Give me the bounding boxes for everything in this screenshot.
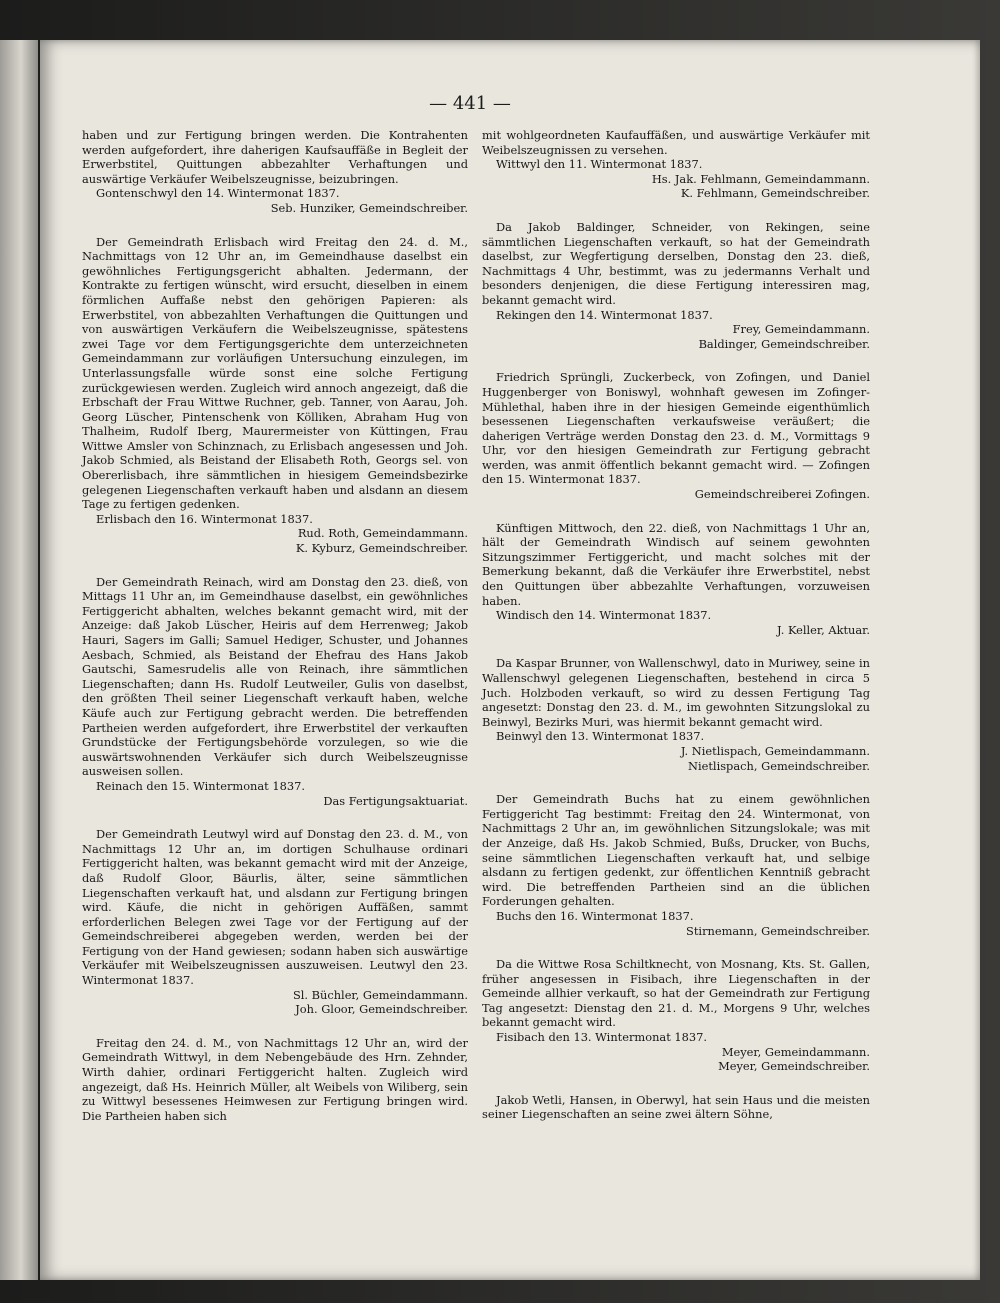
notice bbox=[482, 521, 870, 638]
notice bbox=[82, 235, 468, 556]
notice bbox=[482, 370, 870, 501]
notice-place-date: Wittwyl den 11. Wintermonat 1837. bbox=[496, 157, 703, 172]
notice-signature: Seb. Hunziker, Gemeindschreiber. bbox=[270, 200, 468, 215]
notice-signature: Nietlispach, Gemeindschreiber. bbox=[688, 758, 870, 773]
notice bbox=[482, 792, 870, 938]
notice-text: Der Gemeindrath Buchs hat zu einem gewöhnlichen Fertiggericht Tag bestimmt: Freitag den 24. Wintermonat, von Nachmittags 2 Uhr an, im gewöhnlichen Sitzungslokale; was mit der Anzeige, daß Hs. Jakob Schmied, Bußs, Drucker, von Buchs, seine sämmtlichen Liegenschaften verkauft hat, und selbige alsdann zu fertigen gedenkt, zur öffentlichen Kenntniß gebracht wird. Die betreffenden Partheien sind an die üblichen Forderungen gehalten. bbox=[482, 792, 870, 909]
notice-text: Freitag den 24. d. M., von Nachmittags 12 Uhr an, wird der Gemeindrath Wittwyl, in dem Nebengebäude des Hrn. Zehnder, Wirth dahier, ordinari Fertiggericht halten. Zugleich wird angezeigt, daß Hs. Heinrich Müller, alt Weibels von Wiliberg, sein zu Wittwyl besessenes Heimwesen zur Fertigung bringen wird. Die Partheien haben sich bbox=[82, 1035, 468, 1123]
notice-text: Künftigen Mittwoch, den 22. dieß, von Nachmittags 1 Uhr an, hält der Gemeindrath Windisch auf seinem gewohnten Sitzungszimmer Fertiggericht, und macht solches mit der Bemerkung bekannt, daß die Verkäufer ihre Erwerbstitel, nebst den Quittungen über abbezahlte Verhaftungen, vorzuweisen haben. bbox=[482, 520, 870, 608]
notice-signature: Rud. Roth, Gemeindammann. bbox=[297, 526, 468, 541]
notice bbox=[482, 128, 870, 201]
notice-place-date: Erlisbach den 16. Wintermonat 1837. bbox=[96, 511, 313, 526]
notice bbox=[482, 957, 870, 1074]
left-column bbox=[82, 128, 468, 1142]
notice bbox=[82, 575, 468, 809]
notice-place-date: Beinwyl den 13. Wintermonat 1837. bbox=[496, 729, 705, 744]
notice-place-date: Windisch den 14. Wintermonat 1837. bbox=[496, 608, 712, 623]
notice bbox=[82, 827, 468, 1017]
notice-signature: Baldinger, Gemeindschreiber. bbox=[698, 336, 870, 351]
notice-signature: Hs. Jak. Fehlmann, Gemeindammann. bbox=[651, 171, 870, 186]
notice-signature: Das Fertigungsaktuariat. bbox=[323, 793, 468, 808]
notice-text: haben und zur Fertigung bringen werden. Die Kontrahenten werden aufgefordert, ihre daherigen Kaufsauffäße in Begleit der Erwerbstitel, Quittungen abbezahlter Verhaftungen und auswärtige Verkäufer Weibelszeugnisse, beizubringen. bbox=[82, 128, 468, 186]
notice-text: Da Jakob Baldinger, Schneider, von Rekingen, seine sämmtlichen Liegenschaften verkauft, so hat der Gemeindrath daselbst, zur Wegfertigung derselben, Donstag den 23. dieß, Nachmittags 4 Uhr, bestimmt, was zu jedermanns Verhalt und besonders denjenigen, die diese Fertigung interessiren mag, bekannt gemacht wird. bbox=[482, 219, 870, 307]
notice bbox=[82, 128, 468, 216]
notice-text: Da die Wittwe Rosa Schiltknecht, von Mosnang, Kts. St. Gallen, früher angesessen in Fisibach, ihre Liegenschaften in der Gemeinde allhier verkauft, so hat der Gemeindrath zur Fertigung Tag angesetzt: Dienstag den 21. d. M., Morgens 9 Uhr, welches bekannt gemacht wird. bbox=[482, 957, 870, 1030]
notice bbox=[482, 220, 870, 351]
notice-signature: J. Keller, Aktuar. bbox=[777, 622, 870, 637]
notice bbox=[82, 1036, 468, 1124]
notice-signature: Frey, Gemeindammann. bbox=[732, 322, 870, 337]
notice-signature: Meyer, Gemeindschreiber. bbox=[718, 1059, 870, 1074]
notice-signature: Meyer, Gemeindammann. bbox=[721, 1044, 870, 1059]
notice-text: Friedrich Sprüngli, Zuckerbeck, von Zofingen, und Daniel Huggenberger von Boniswyl, wohnhaft gewesen im Zofinger-Mühlethal, haben ihre in der hiesigen Gemeinde eigenthümlich besessenen Liegenschaften verkaufsweise veräußert; die daherigen Verträge werden Donstag den 23. d. M., Vormittags 9 Uhr, vor den hiesigen Gemeindrath zur Fertigung gebracht werden, was anmit öffentlich bekannt gemacht wird. — Zofingen den 15. Wintermonat 1837. bbox=[482, 370, 870, 487]
notice-signature: Joh. Gloor, Gemeindschreiber. bbox=[295, 1002, 468, 1017]
notice-signature: Sl. Büchler, Gemeindammann. bbox=[292, 987, 468, 1002]
notice-place-date: Gontenschwyl den 14. Wintermonat 1837. bbox=[96, 186, 340, 201]
notice-signature: Gemeindschreiberei Zofingen. bbox=[694, 487, 870, 502]
notice-text: Da Kaspar Brunner, von Wallenschwyl, dato in Muriwey, seine in Wallenschwyl gelegenen Liegenschaften, bestehend in circa 5 Juch. Holzboden verkauft, so wird zu dessen Fertigung Tag angesetzt: Donstag den 23. d. M., im gewohnten Sitzungslokal zu Beinwyl, Bezirks Muri, was hiermit bekannt gemacht wird. bbox=[482, 656, 870, 729]
page-number: — 441 — bbox=[429, 93, 511, 114]
right-column bbox=[482, 128, 870, 1141]
notice-signature: K. Kyburz, Gemeindschreiber. bbox=[295, 541, 468, 556]
notice-place-date: Buchs den 16. Wintermonat 1837. bbox=[496, 908, 694, 923]
notice-place-date: Reinach den 15. Wintermonat 1837. bbox=[96, 778, 305, 793]
notice-signature: Stirnemann, Gemeindschreiber. bbox=[686, 923, 870, 938]
notice-text: Der Gemeindrath Leutwyl wird auf Donstag den 23. d. M., von Nachmittags 12 Uhr an, im dortigen Schulhause ordinari Fertiggericht halten, was bekannt gemacht wird mit der Anzeige, daß Rudolf Gloor, Bäurlis, älter, seine sämmtlichen Liegenschaften verkauft hat, und alsdann zur Fertigung bringen wird. Käufe, die nicht in gehörigen Auffäßen, sammt erforderlichen Belegen zwei Tage vor der Fertigung auf der Gemeindschreiberei abgegeben werden, werden bei der Fertigung von der Hand gewiesen; sodann haben sich auswärtige Verkäufer mit Weibelszeugnissen auszuweisen. Leutwyl den 23. Wintermonat 1837. bbox=[82, 827, 468, 988]
notice bbox=[482, 656, 870, 773]
notice-place-date: Fisibach den 13. Wintermonat 1837. bbox=[496, 1030, 708, 1045]
notice-text: Der Gemeindrath Erlisbach wird Freitag den 24. d. M., Nachmittags von 12 Uhr an, im Gemeindhause daselbst ein gewöhnliches Fertigungsgericht abhalten. Jedermann, der Kontrakte zu fertigen wünscht, wird ersucht, dieselben in einem förmlichen Auffaße nebst den gehörigen Papieren: als Erwerbstitel, von abbezahlten Verhaftungen die Quittungen und von auswärtigen Verkäufern die Weibelszeugnisse, spätestens zwei Tage vor dem Fertigungsgerichte dem unterzeichneten Gemeindammann zur vorläufigen Untersuchung einzulegen, im Unterlassungsfalle würde sonst eine solche Fertigung zurückgewiesen werden. Zugleich wird annoch angezeigt, daß die Erbschaft der Frau Wittwe Ruchner, geb. Tanner, von Aarau, Joh. Georg Lüscher, Pintenschenk von Kölliken, Abraham Hug von Thalheim, Rudolf Iberg, Maurermeister von Küttingen, Frau Wittwe Amsler von Schinznach, zu Erlisbach angesessen und Joh. Jakob Schmied, als Beistand der Elisabeth Roth, Georgs sel. von Obererlisbach, ihre sämmtlichen in hiesigem Gemeindsbezirke gelegenen Liegenschaften verkauft haben und alsdann an diesem Tage zu fertigen gedenken. bbox=[82, 234, 468, 512]
notice-text: Der Gemeindrath Reinach, wird am Donstag den 23. dieß, von Mittags 11 Uhr an, im Gemeindhause daselbst, ein gewöhnliches Fertiggericht abhalten, welches bekannt gemacht wird, mit der Anzeige: daß Jakob Lüscher, Heiris auf dem Herrenweg; Jakob Hauri, Sagers im Galli; Samuel Hediger, Schuster, und Johannes Aesbach, Schmied, als Beistand der Ehefrau des Hans Jakob Gautschi, Samesrudelis alle von Reinach, ihre sämmtlichen Liegenschaften; dann Hs. Rudolf Leutweiler, Gulis von daselbst, den größten Theil seiner Liegenschaft verkauft haben, welche Käufe auch zur Fertigung gebracht werden. Die betreffenden Partheien werden aufgefordert, ihre Erwerbstitel der verkauften Grundstücke der Fertigungsbehörde vorzulegen, so wie die auswärtswohnenden Verkäufer sich durch Weibelszeugnisse ausweisen sollen. bbox=[82, 574, 468, 779]
notice bbox=[482, 1093, 870, 1122]
notice-signature: J. Nietlispach, Gemeindammann. bbox=[680, 743, 870, 758]
notice-text: mit wohlgeordneten Kaufauffäßen, und auswärtige Verkäufer mit Weibelszeugnissen zu versehen. bbox=[482, 128, 870, 157]
notice-place-date: Rekingen den 14. Wintermonat 1837. bbox=[496, 307, 713, 322]
notice-text: Jakob Wetli, Hansen, in Oberwyl, hat sein Haus und die meisten seiner Liegenschaften an seine zwei ältern Söhne, bbox=[482, 1092, 870, 1122]
previous-page-edge bbox=[0, 40, 38, 1280]
notice-signature: K. Fehlmann, Gemeindschreiber. bbox=[680, 186, 870, 201]
